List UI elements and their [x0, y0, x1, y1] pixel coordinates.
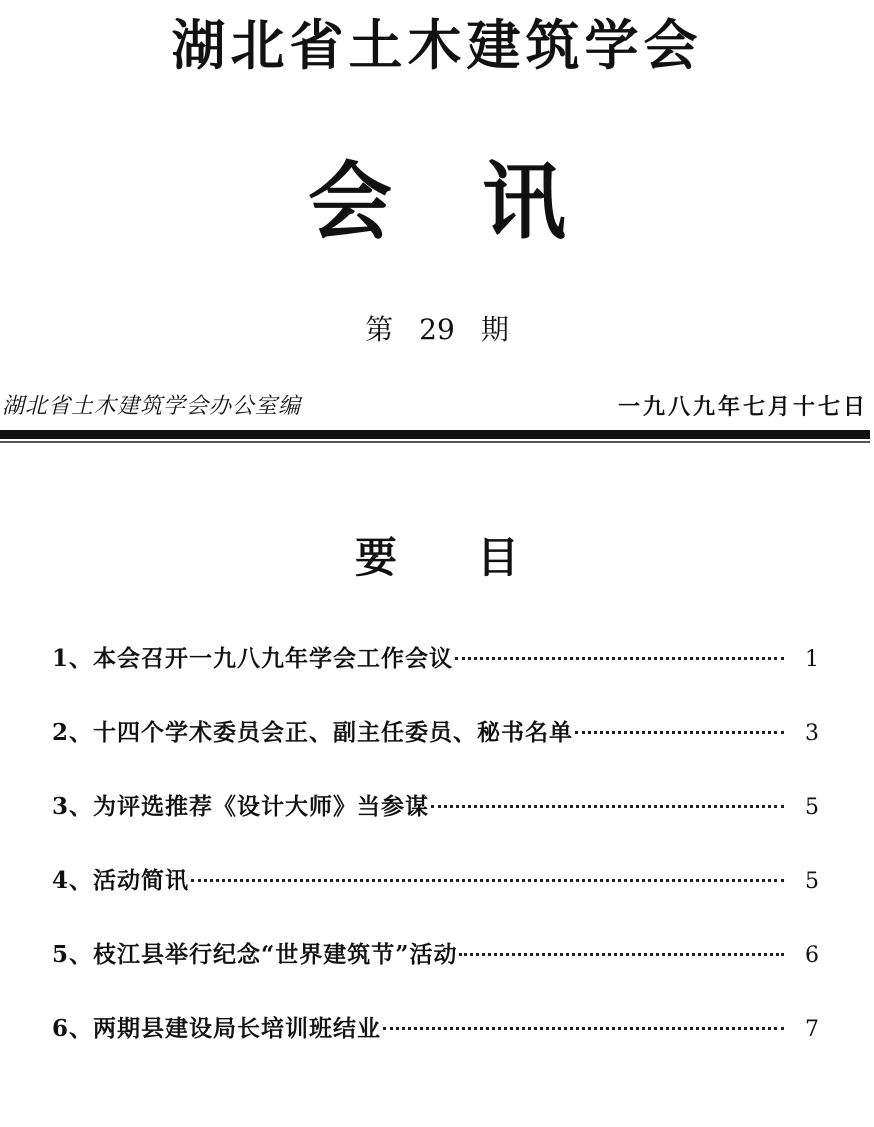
- issue-prefix: 第: [365, 313, 394, 346]
- editor-credit: 湖北省土木建筑学会办公室编: [2, 394, 302, 419]
- header-divider: [0, 430, 870, 439]
- toc-item[interactable]: [52, 788, 820, 862]
- toc-item[interactable]: [52, 936, 820, 1010]
- toc-leader-dots: [575, 731, 784, 734]
- toc-leader-dots: [459, 953, 784, 956]
- toc-item[interactable]: [52, 714, 820, 788]
- toc-item-page: 7: [805, 1017, 820, 1042]
- issue-number: 29: [419, 313, 455, 346]
- toc-item-title: 5、枝江县举行纪念“世界建筑节”活动: [52, 941, 458, 968]
- toc-item-page: 5: [805, 869, 820, 894]
- toc-item[interactable]: [52, 1010, 820, 1084]
- toc-item[interactable]: [52, 640, 820, 714]
- organization-title: 湖北省土木建筑学会: [171, 14, 703, 77]
- toc-leader-dots: [455, 657, 784, 660]
- toc-item[interactable]: [52, 862, 820, 936]
- toc-item-page: 1: [805, 647, 820, 672]
- toc-item-page: 5: [805, 795, 820, 820]
- toc-item-title: 6、两期县建设局长培训班结业: [52, 1015, 382, 1042]
- toc-leader-dots: [431, 805, 784, 808]
- issue-suffix: 期: [480, 313, 509, 346]
- toc-item-title: 2、十四个学术委员会正、副主任委员、秘书名单: [52, 719, 574, 746]
- toc-item-title: 1、本会召开一九八九年学会工作会议: [52, 645, 454, 672]
- publication-title: 会讯: [307, 153, 656, 251]
- issue-date: 一九八九年七月十七日: [617, 394, 868, 420]
- toc-item-title: 4、活动简讯: [52, 867, 190, 894]
- issue-number-line: [0, 310, 874, 350]
- table-of-contents: [52, 640, 820, 1084]
- toc-item-title: 3、为评选推荐《设计大师》当参谋: [52, 793, 430, 820]
- toc-item-page: 3: [805, 721, 820, 746]
- toc-heading: 要目: [354, 533, 599, 582]
- toc-leader-dots: [191, 879, 784, 882]
- toc-item-page: 6: [805, 943, 820, 968]
- toc-leader-dots: [383, 1027, 784, 1030]
- header-divider-thin: [0, 441, 870, 443]
